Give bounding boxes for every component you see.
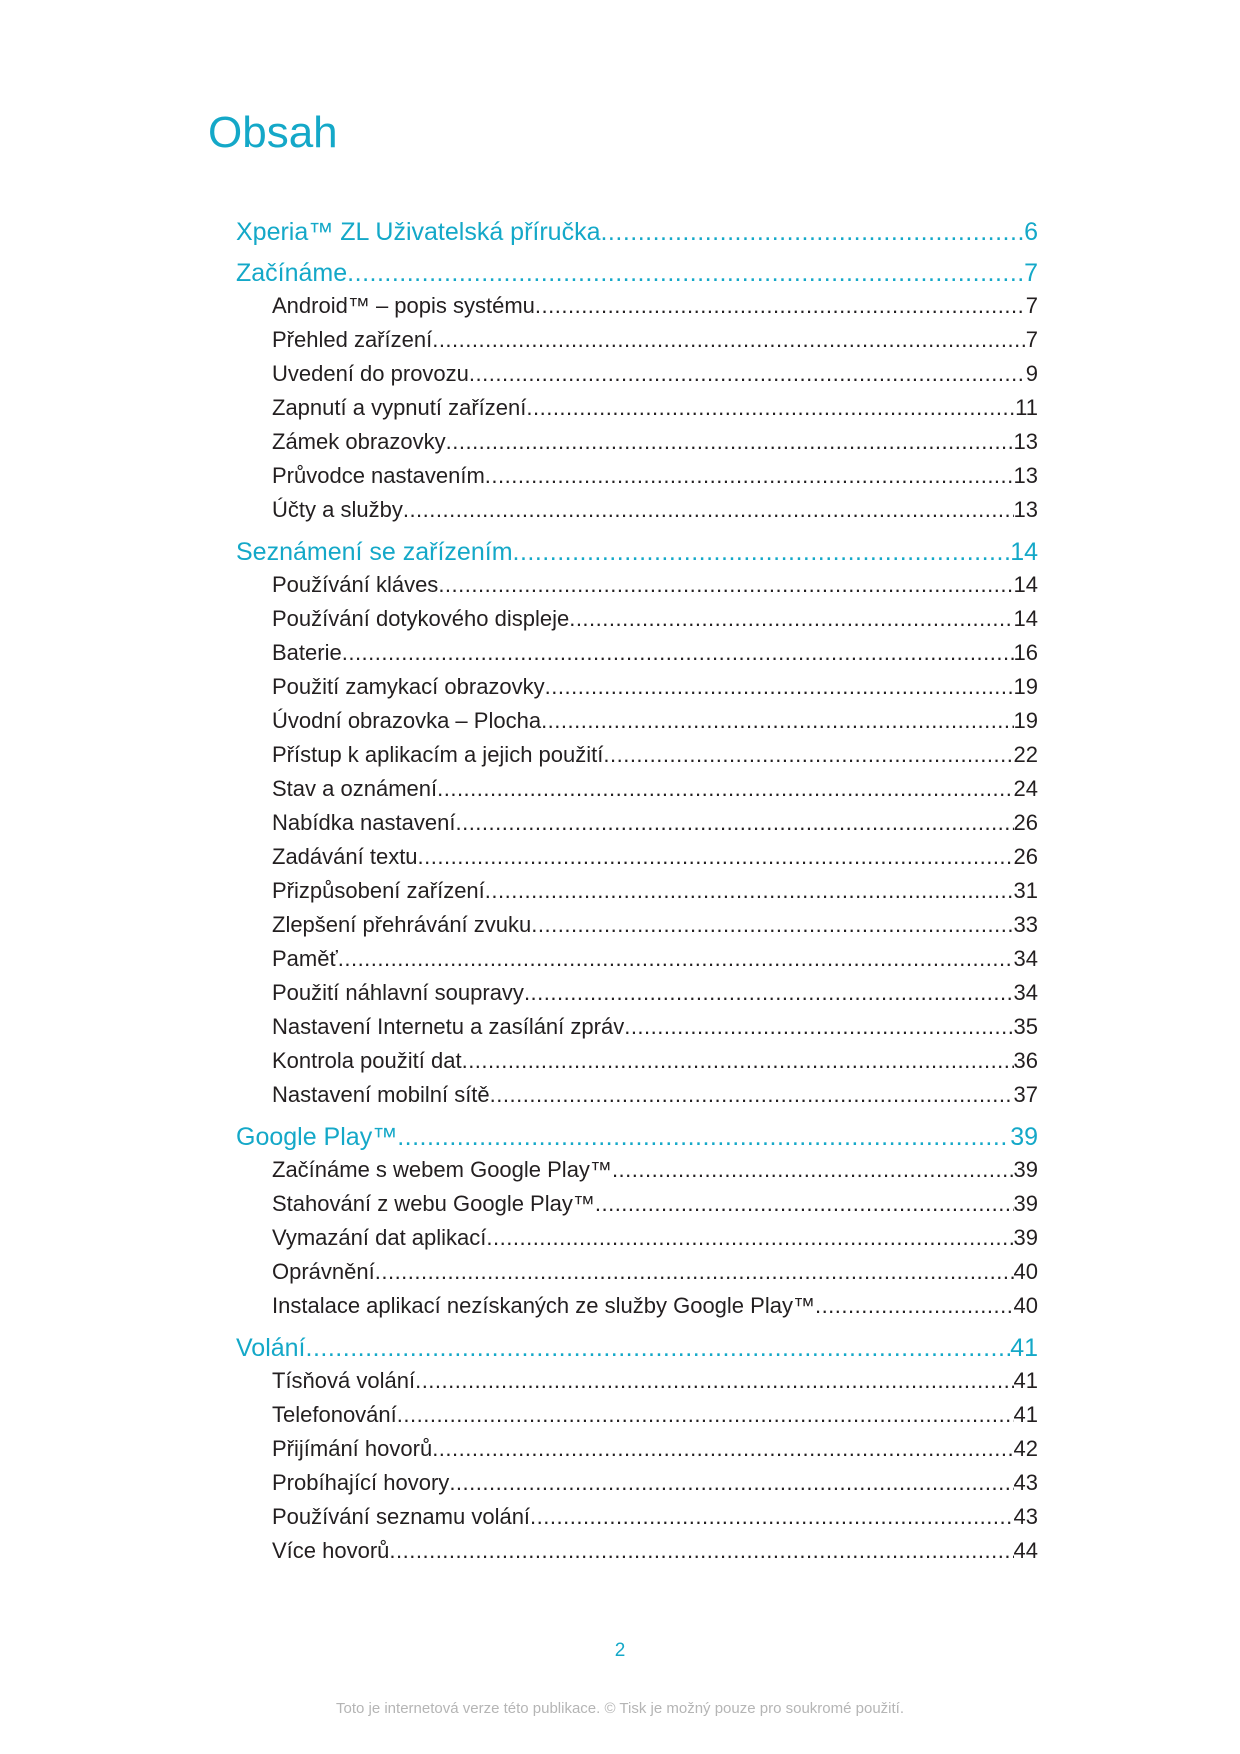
toc-item-label: Nastavení mobilní sítě <box>272 1082 490 1107</box>
dot-leader <box>490 1082 1014 1108</box>
toc-item-page-number: 41 <box>1013 1368 1038 1393</box>
dot-leader <box>397 1402 1014 1428</box>
toc-item[interactable] <box>236 429 1038 463</box>
toc-item-label: Přijímání hovorů <box>272 1436 433 1461</box>
toc-item-label: Kontrola použití dat <box>272 1048 462 1073</box>
toc-item[interactable] <box>236 1191 1038 1225</box>
toc-section-label: Volání <box>236 1334 306 1362</box>
toc-item[interactable] <box>236 1470 1038 1504</box>
toc-item-label: Nastavení Internetu a zasílání zpráv <box>272 1014 625 1039</box>
toc-item[interactable] <box>236 1048 1038 1082</box>
dot-leader <box>524 980 1014 1006</box>
dot-leader <box>569 606 1013 632</box>
toc-item-label: Začínáme s webem Google Play™ <box>272 1157 612 1182</box>
dot-leader <box>375 1259 1014 1285</box>
dot-leader <box>432 1436 1013 1462</box>
toc-section-page-number: 14 <box>1010 538 1038 566</box>
toc-item-page-number: 34 <box>1013 980 1038 1005</box>
dot-leader <box>485 463 1014 489</box>
toc-item[interactable] <box>236 946 1038 980</box>
toc-section[interactable] <box>236 538 1038 572</box>
toc-section-label: Google Play™ <box>236 1123 398 1151</box>
toc-item-page-number: 14 <box>1013 572 1038 597</box>
toc-item[interactable] <box>236 708 1038 742</box>
dot-leader <box>469 361 1026 387</box>
toc-item[interactable] <box>236 810 1038 844</box>
toc-item[interactable] <box>236 844 1038 878</box>
dot-leader <box>389 1538 1013 1564</box>
toc-section[interactable] <box>236 1123 1038 1157</box>
toc-item-page-number: 43 <box>1013 1470 1038 1495</box>
toc-item-label: Stav a oznámení <box>272 776 438 801</box>
toc-item[interactable] <box>236 463 1038 497</box>
toc-section-label: Seznámení se zařízením <box>236 538 513 566</box>
toc-item[interactable] <box>236 742 1038 776</box>
toc-item[interactable] <box>236 606 1038 640</box>
toc-section[interactable] <box>236 218 1038 252</box>
toc-item-label: Uvedení do provozu <box>272 361 469 386</box>
page-title: Obsah <box>208 108 338 157</box>
dot-leader <box>418 844 1014 870</box>
toc-item-label: Používání dotykového displeje <box>272 606 570 631</box>
dot-leader <box>526 395 1015 421</box>
toc-item-label: Zadávání textu <box>272 844 418 869</box>
toc-item[interactable] <box>236 776 1038 810</box>
dot-leader <box>432 327 1026 353</box>
toc-item-page-number: 13 <box>1013 463 1038 488</box>
dot-leader <box>545 674 1014 700</box>
toc-item-label: Průvodce nastavením <box>272 463 485 488</box>
toc-item-page-number: 26 <box>1013 810 1038 835</box>
toc-item-page-number: 9 <box>1025 361 1038 386</box>
toc-item-label: Telefonování <box>272 1402 397 1427</box>
toc-item-label: Zlepšení přehrávání zvuku <box>272 912 532 937</box>
toc-section-page-number: 41 <box>1010 1334 1038 1362</box>
toc-section[interactable] <box>236 1334 1038 1368</box>
dot-leader <box>415 1368 1013 1394</box>
toc-item-page-number: 19 <box>1013 674 1038 699</box>
dot-leader <box>438 572 1013 598</box>
toc-item-page-number: 34 <box>1013 946 1038 971</box>
toc-item-page-number: 13 <box>1013 497 1038 522</box>
dot-leader <box>446 429 1014 455</box>
toc-item-label: Instalace aplikací nezískaných ze služby Google Play™ <box>272 1293 815 1318</box>
toc-item-page-number: 37 <box>1013 1082 1038 1107</box>
toc-item[interactable] <box>236 1225 1038 1259</box>
dot-leader <box>485 878 1014 904</box>
dot-leader <box>462 1048 1014 1074</box>
toc-item[interactable] <box>236 1259 1038 1293</box>
toc-item[interactable] <box>236 361 1038 395</box>
toc-item-page-number: 19 <box>1013 708 1038 733</box>
dot-leader <box>455 810 1013 836</box>
toc-item-label: Stahování z webu Google Play™ <box>272 1191 595 1216</box>
dot-leader <box>397 1123 1010 1152</box>
dot-leader <box>338 946 1014 972</box>
toc-item-page-number: 22 <box>1013 742 1038 767</box>
toc-item[interactable] <box>236 912 1038 946</box>
dot-leader <box>612 1157 1014 1183</box>
toc-item[interactable] <box>236 1082 1038 1116</box>
toc-item[interactable] <box>236 1402 1038 1436</box>
table-of-contents <box>236 218 1038 1572</box>
toc-item[interactable] <box>236 1538 1038 1572</box>
dot-leader <box>531 912 1013 938</box>
toc-item-label: Tísňová volání <box>272 1368 416 1393</box>
toc-section-page-number: 39 <box>1010 1123 1038 1151</box>
dot-leader <box>486 1225 1013 1251</box>
toc-item-page-number: 40 <box>1013 1259 1038 1284</box>
toc-item-label: Zapnutí a vypnutí zařízení <box>272 395 527 420</box>
dot-leader <box>530 1504 1013 1530</box>
toc-item[interactable] <box>236 640 1038 674</box>
toc-item[interactable] <box>236 980 1038 1014</box>
toc-item-page-number: 33 <box>1013 912 1038 937</box>
toc-item-page-number: 42 <box>1013 1436 1038 1461</box>
toc-item-label: Zámek obrazovky <box>272 429 446 454</box>
dot-leader <box>342 640 1014 666</box>
dot-leader <box>306 1334 1011 1363</box>
toc-section-label: Začínáme <box>236 259 348 287</box>
toc-item-page-number: 43 <box>1013 1504 1038 1529</box>
toc-item[interactable] <box>236 1293 1038 1327</box>
dot-leader <box>535 293 1026 319</box>
toc-item-page-number: 11 <box>1015 395 1038 420</box>
toc-item-label: Přizpůsobení zařízení <box>272 878 485 903</box>
toc-item[interactable] <box>236 327 1038 361</box>
toc-item[interactable] <box>236 1014 1038 1048</box>
toc-section-page-number: 6 <box>1024 218 1038 246</box>
toc-item[interactable] <box>236 293 1038 327</box>
toc-item-page-number: 26 <box>1013 844 1038 869</box>
toc-item-label: Úvodní obrazovka – Plocha <box>272 708 542 733</box>
toc-item-page-number: 39 <box>1013 1157 1038 1182</box>
toc-item-label: Přístup k aplikacím a jejich použití <box>272 742 604 767</box>
toc-item-label: Android™ – popis systému <box>272 293 535 318</box>
toc-item[interactable] <box>236 878 1038 912</box>
toc-item-label: Nabídka nastavení <box>272 810 456 835</box>
toc-item-page-number: 40 <box>1013 1293 1038 1318</box>
toc-item-label: Více hovorů <box>272 1538 390 1563</box>
toc-item-page-number: 13 <box>1013 429 1038 454</box>
toc-item[interactable] <box>236 572 1038 606</box>
toc-item-page-number: 16 <box>1013 640 1038 665</box>
toc-item-page-number: 14 <box>1013 606 1038 631</box>
toc-item-page-number: 44 <box>1013 1538 1038 1563</box>
toc-item-label: Používání seznamu volání <box>272 1504 531 1529</box>
toc-item-label: Účty a služby <box>272 497 403 522</box>
dot-leader <box>624 1014 1013 1040</box>
toc-item-label: Vymazání dat aplikací <box>272 1225 487 1250</box>
toc-item[interactable] <box>236 1157 1038 1191</box>
page-number: 2 <box>614 1640 626 1661</box>
dot-leader <box>600 218 1024 247</box>
toc-item-page-number: 36 <box>1013 1048 1038 1073</box>
dot-leader <box>437 776 1013 802</box>
toc-item[interactable] <box>236 1504 1038 1538</box>
toc-item-page-number: 31 <box>1013 878 1038 903</box>
toc-item[interactable] <box>236 1368 1038 1402</box>
toc-item-page-number: 7 <box>1025 327 1038 352</box>
toc-item-label: Použití náhlavní soupravy <box>272 980 524 1005</box>
toc-item-label: Přehled zařízení <box>272 327 433 352</box>
dot-leader <box>513 538 1011 567</box>
dot-leader <box>603 742 1013 768</box>
toc-item-page-number: 7 <box>1025 293 1038 318</box>
toc-item-label: Oprávnění <box>272 1259 375 1284</box>
toc-item-label: Použití zamykací obrazovky <box>272 674 545 699</box>
dot-leader <box>595 1191 1014 1217</box>
dot-leader <box>541 708 1013 734</box>
toc-item-label: Probíhající hovory <box>272 1470 450 1495</box>
toc-item-label: Paměť <box>272 946 338 971</box>
toc-section[interactable] <box>236 259 1038 293</box>
toc-section-page-number: 7 <box>1024 259 1038 287</box>
toc-section-label: Xperia™ ZL Uživatelská příručka <box>236 218 601 246</box>
toc-item-page-number: 35 <box>1013 1014 1038 1039</box>
toc-item-page-number: 39 <box>1013 1225 1038 1250</box>
dot-leader <box>815 1293 1014 1319</box>
toc-item[interactable] <box>236 674 1038 708</box>
dot-leader <box>347 259 1024 288</box>
toc-item[interactable] <box>236 1436 1038 1470</box>
toc-item-label: Používání kláves <box>272 572 439 597</box>
dot-leader <box>403 497 1014 523</box>
toc-item-page-number: 39 <box>1013 1191 1038 1216</box>
toc-item-page-number: 24 <box>1013 776 1038 801</box>
toc-item-label: Baterie <box>272 640 342 665</box>
toc-item-page-number: 41 <box>1013 1402 1038 1427</box>
toc-item[interactable] <box>236 497 1038 531</box>
footer-note: Toto je internetová verze této publikace. © Tisk je možný pouze pro soukromé použití. <box>335 1700 904 1717</box>
toc-item[interactable] <box>236 395 1038 429</box>
dot-leader <box>449 1470 1013 1496</box>
